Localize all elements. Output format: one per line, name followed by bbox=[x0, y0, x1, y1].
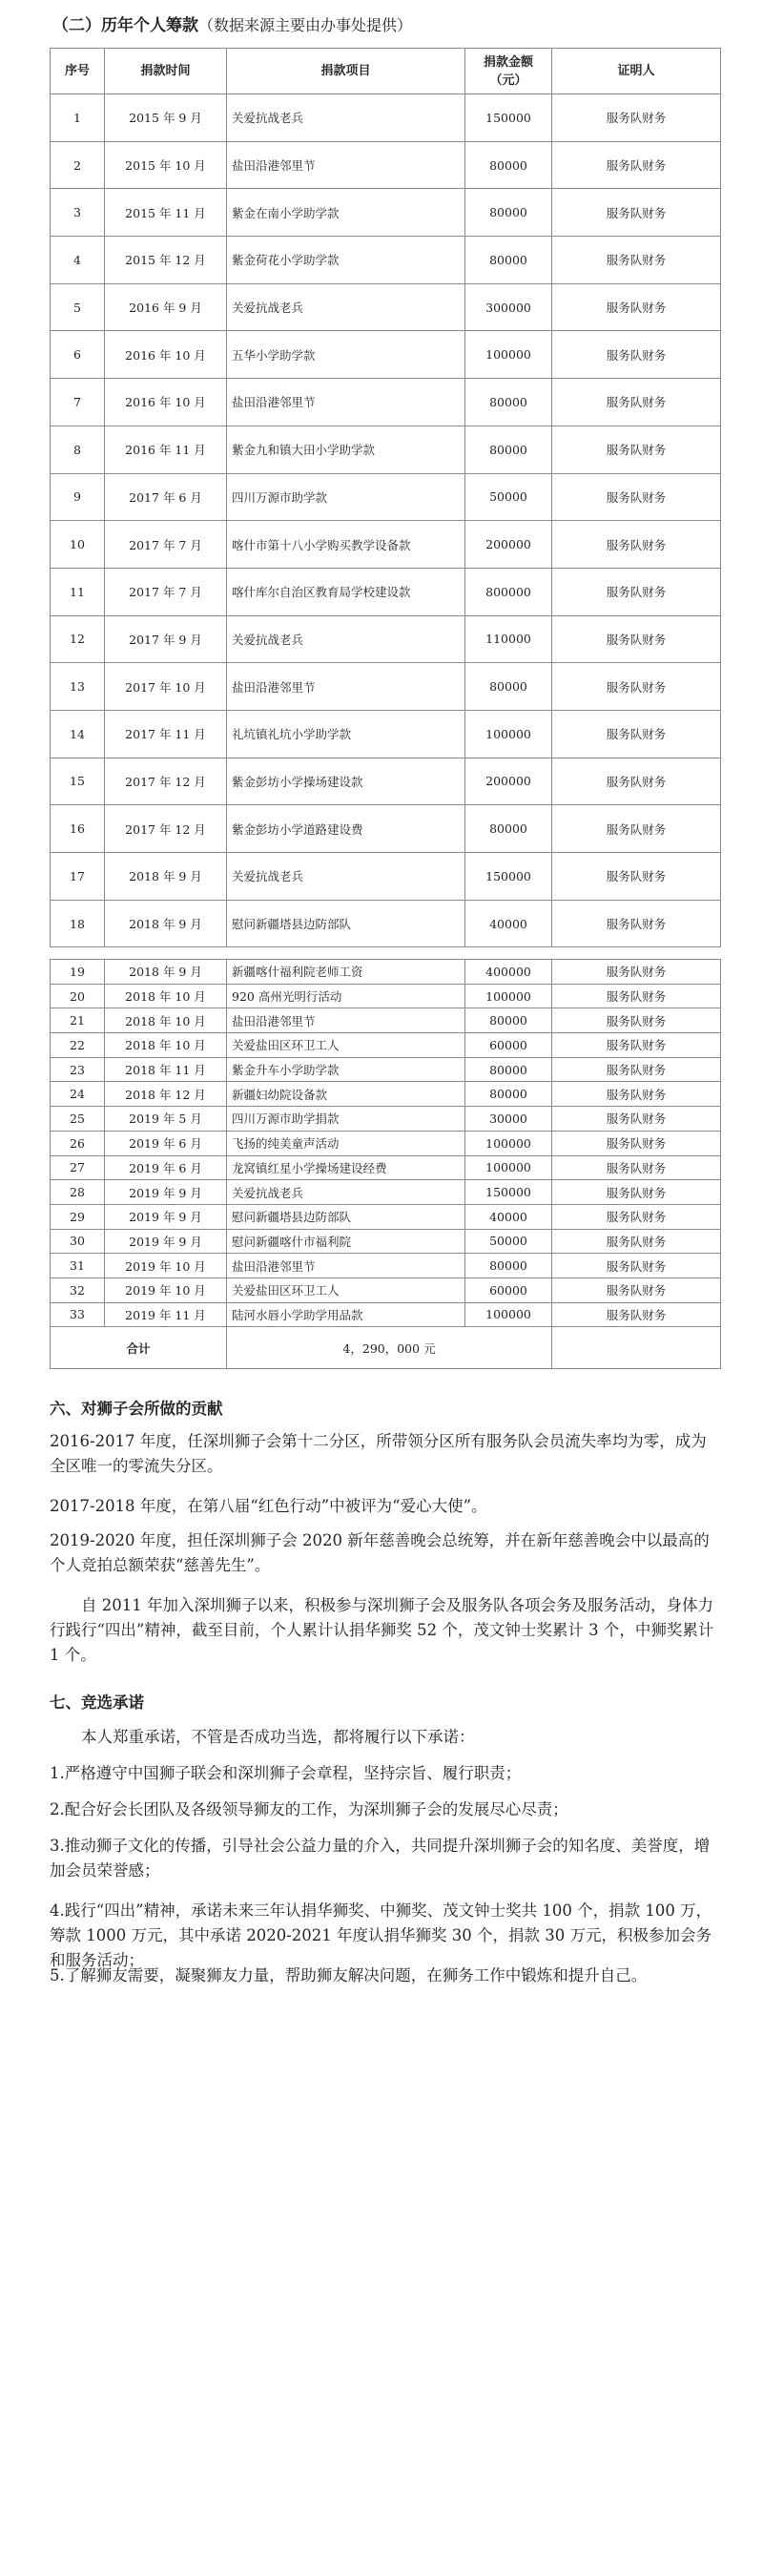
cell-amount: 200000 bbox=[465, 521, 552, 569]
table-row bbox=[51, 379, 721, 426]
pledge-item-2: 2.配合好会长团队及各级领导狮友的工作，为深圳狮子会的发展尽心尽责； bbox=[50, 1800, 568, 1818]
cell-time: 2018 年 10 月 bbox=[105, 1033, 227, 1058]
cell-witness: 服务队财务 bbox=[552, 853, 721, 901]
cell-no: 30 bbox=[51, 1229, 105, 1254]
cell-witness: 服务队财务 bbox=[552, 663, 721, 711]
cell-no: 2 bbox=[51, 141, 105, 189]
cell-witness: 服务队财务 bbox=[552, 1278, 721, 1302]
cell-project: 关爱抗战老兵 bbox=[227, 1180, 465, 1205]
table-row bbox=[51, 1204, 721, 1229]
cell-time: 2015 年 11 月 bbox=[105, 189, 227, 237]
table-row bbox=[51, 331, 721, 379]
cell-project: 慰问新疆塔县边防部队 bbox=[227, 1204, 465, 1229]
cell-no: 1 bbox=[51, 94, 105, 142]
cell-amount: 100000 bbox=[465, 710, 552, 758]
total-witness-cell bbox=[552, 1327, 721, 1369]
total-value: 4，290，000 元 bbox=[227, 1327, 552, 1369]
table-row bbox=[51, 189, 721, 237]
cell-witness: 服务队财务 bbox=[552, 189, 721, 237]
cell-amount: 150000 bbox=[465, 853, 552, 901]
cell-time: 2017 年 9 月 bbox=[105, 615, 227, 663]
cell-witness: 服务队财务 bbox=[552, 379, 721, 426]
table-row bbox=[51, 283, 721, 331]
header-amount-line1: 捐款金额 bbox=[483, 54, 533, 70]
cell-amount: 60000 bbox=[465, 1033, 552, 1058]
cell-witness: 服务队财务 bbox=[552, 568, 721, 615]
cell-project: 920 高州光明行活动 bbox=[227, 984, 465, 1008]
cell-time: 2015 年 10 月 bbox=[105, 141, 227, 189]
cell-witness: 服务队财务 bbox=[552, 1155, 721, 1180]
cell-amount: 80000 bbox=[465, 189, 552, 237]
cell-time: 2019 年 6 月 bbox=[105, 1155, 227, 1180]
cell-witness: 服务队财务 bbox=[552, 960, 721, 985]
cell-amount: 80000 bbox=[465, 379, 552, 426]
cell-amount: 80000 bbox=[465, 805, 552, 853]
cell-witness: 服务队财务 bbox=[552, 1033, 721, 1058]
cell-time: 2016 年 10 月 bbox=[105, 331, 227, 379]
table-row bbox=[51, 1180, 721, 1205]
cell-project: 飞扬的纯美童声活动 bbox=[227, 1131, 465, 1155]
cell-project: 紫金彭坊小学道路建设费 bbox=[227, 805, 465, 853]
table-row bbox=[51, 805, 721, 853]
contrib-paragraph-2: 2017-2018 年度，在第八届“红色行动”中被评为“爱心大使”。 bbox=[50, 1497, 487, 1515]
cell-no: 27 bbox=[51, 1155, 105, 1180]
cell-time: 2019 年 9 月 bbox=[105, 1229, 227, 1254]
cell-no: 25 bbox=[51, 1107, 105, 1132]
cell-project: 关爱抗战老兵 bbox=[227, 615, 465, 663]
table-row bbox=[51, 853, 721, 901]
table-row bbox=[51, 1107, 721, 1132]
cell-no: 28 bbox=[51, 1180, 105, 1205]
cell-amount: 150000 bbox=[465, 1180, 552, 1205]
cell-amount: 80000 bbox=[465, 663, 552, 711]
cell-time: 2016 年 11 月 bbox=[105, 426, 227, 473]
table-row bbox=[51, 1082, 721, 1107]
table-row bbox=[51, 1131, 721, 1155]
contrib-paragraph-1: 2016-2017 年度，任深圳狮子会第十二分区，所带领分区所有服务队会员流失率均为零，成为全区唯一的零流失分区。 bbox=[50, 1432, 707, 1475]
table-row bbox=[51, 900, 721, 947]
pledge-item-1: 1.严格遵守中国狮子联会和深圳狮子会章程，坚持宗旨、履行职责； bbox=[50, 1764, 522, 1782]
cell-time: 2017 年 12 月 bbox=[105, 805, 227, 853]
cell-witness: 服务队财务 bbox=[552, 1008, 721, 1033]
cell-project: 新疆妇幼院设备款 bbox=[227, 1082, 465, 1107]
cell-amount: 40000 bbox=[465, 900, 552, 947]
cell-amount: 100000 bbox=[465, 331, 552, 379]
header-witness: 证明人 bbox=[552, 49, 721, 94]
cell-witness: 服务队财务 bbox=[552, 473, 721, 521]
donation-table-part2 bbox=[50, 959, 721, 1369]
cell-project: 陆河水唇小学助学用品款 bbox=[227, 1302, 465, 1327]
cell-time: 2019 年 11 月 bbox=[105, 1302, 227, 1327]
cell-witness: 服务队财务 bbox=[552, 1082, 721, 1107]
table-row bbox=[51, 1033, 721, 1058]
cell-amount: 110000 bbox=[465, 615, 552, 663]
cell-witness: 服务队财务 bbox=[552, 141, 721, 189]
cell-time: 2019 年 9 月 bbox=[105, 1180, 227, 1205]
cell-time: 2017 年 6 月 bbox=[105, 473, 227, 521]
cell-no: 24 bbox=[51, 1082, 105, 1107]
table-row bbox=[51, 960, 721, 985]
cell-amount: 80000 bbox=[465, 141, 552, 189]
cell-time: 2015 年 12 月 bbox=[105, 237, 227, 284]
cell-no: 33 bbox=[51, 1302, 105, 1327]
cell-no: 8 bbox=[51, 426, 105, 473]
cell-no: 18 bbox=[51, 900, 105, 947]
cell-project: 关爱抗战老兵 bbox=[227, 94, 465, 142]
cell-no: 22 bbox=[51, 1033, 105, 1058]
table-row bbox=[51, 521, 721, 569]
total-row bbox=[51, 1327, 721, 1369]
pledge-item-3: 3.推动狮子文化的传播，引导社会公益力量的介入，共同提升深圳狮子会的知名度、美誉度，增加会员荣誉感； bbox=[50, 1837, 711, 1880]
section-note: （数据来源主要由办事处提供） bbox=[198, 16, 413, 34]
table-row bbox=[51, 984, 721, 1008]
cell-project: 四川万源市助学款 bbox=[227, 473, 465, 521]
cell-amount: 400000 bbox=[465, 960, 552, 985]
cell-amount: 200000 bbox=[465, 758, 552, 805]
cell-no: 31 bbox=[51, 1254, 105, 1278]
cell-witness: 服务队财务 bbox=[552, 1057, 721, 1082]
contrib-paragraph-4: 自 2011 年加入深圳狮子以来，积极参与深圳狮子会及服务队各项会务及服务活动，身体力行践行“四出”精神，截至目前，个人累计认捐华狮奖 52 个，茂文钟士奖累计 3 个，中狮奖累计 1 个。 bbox=[50, 1596, 714, 1664]
cell-amount: 80000 bbox=[465, 1254, 552, 1278]
table-row bbox=[51, 426, 721, 473]
cell-time: 2018 年 10 月 bbox=[105, 984, 227, 1008]
cell-time: 2017 年 11 月 bbox=[105, 710, 227, 758]
cell-amount: 50000 bbox=[465, 1229, 552, 1254]
cell-witness: 服务队财务 bbox=[552, 1107, 721, 1132]
cell-amount: 100000 bbox=[465, 1302, 552, 1327]
table-row bbox=[51, 568, 721, 615]
cell-time: 2017 年 7 月 bbox=[105, 568, 227, 615]
cell-amount: 80000 bbox=[465, 237, 552, 284]
cell-witness: 服务队财务 bbox=[552, 237, 721, 284]
cell-witness: 服务队财务 bbox=[552, 94, 721, 142]
total-label: 合计 bbox=[51, 1327, 227, 1369]
table-row bbox=[51, 1008, 721, 1033]
cell-no: 15 bbox=[51, 758, 105, 805]
cell-project: 关爱抗战老兵 bbox=[227, 283, 465, 331]
cell-time: 2019 年 10 月 bbox=[105, 1254, 227, 1278]
cell-no: 7 bbox=[51, 379, 105, 426]
cell-no: 9 bbox=[51, 473, 105, 521]
cell-no: 20 bbox=[51, 984, 105, 1008]
table-row bbox=[51, 237, 721, 284]
cell-witness: 服务队财务 bbox=[552, 805, 721, 853]
cell-no: 17 bbox=[51, 853, 105, 901]
cell-project: 礼坑镇礼坑小学助学款 bbox=[227, 710, 465, 758]
cell-project: 慰问新疆喀什市福利院 bbox=[227, 1229, 465, 1254]
cell-time: 2019 年 9 月 bbox=[105, 1204, 227, 1229]
cell-time: 2018 年 10 月 bbox=[105, 1008, 227, 1033]
cell-amount: 150000 bbox=[465, 94, 552, 142]
contrib-heading: 六、对狮子会所做的贡献 bbox=[50, 1400, 223, 1418]
header-amount-line2: （元） bbox=[489, 73, 527, 88]
pledge-heading: 七、竞选承诺 bbox=[50, 1693, 144, 1712]
cell-no: 19 bbox=[51, 960, 105, 985]
cell-project: 新疆喀什福利院老师工资 bbox=[227, 960, 465, 985]
cell-project: 龙窝镇红星小学操场建设经费 bbox=[227, 1155, 465, 1180]
cell-time: 2018 年 9 月 bbox=[105, 900, 227, 947]
contrib-paragraph-3: 2019-2020 年度，担任深圳狮子会 2020 新年慈善晚会总统筹，并在新年慈善晚会中以最高的个人竞拍总额荣获“慈善先生”。 bbox=[50, 1531, 710, 1574]
cell-witness: 服务队财务 bbox=[552, 900, 721, 947]
cell-project: 紫金在南小学助学款 bbox=[227, 189, 465, 237]
section-title bbox=[52, 11, 412, 35]
table-row bbox=[51, 1254, 721, 1278]
cell-no: 21 bbox=[51, 1008, 105, 1033]
cell-witness: 服务队财务 bbox=[552, 710, 721, 758]
cell-amount: 300000 bbox=[465, 283, 552, 331]
cell-time: 2018 年 12 月 bbox=[105, 1082, 227, 1107]
cell-witness: 服务队财务 bbox=[552, 1302, 721, 1327]
cell-project: 慰问新疆塔县边防部队 bbox=[227, 900, 465, 947]
header-project: 捐款项目 bbox=[227, 49, 465, 94]
table-row bbox=[51, 710, 721, 758]
cell-no: 26 bbox=[51, 1131, 105, 1155]
cell-amount: 80000 bbox=[465, 1082, 552, 1107]
cell-witness: 服务队财务 bbox=[552, 1204, 721, 1229]
cell-amount: 80000 bbox=[465, 426, 552, 473]
cell-no: 29 bbox=[51, 1204, 105, 1229]
donation-table-part1 bbox=[50, 48, 721, 947]
cell-project: 盐田沿港邻里节 bbox=[227, 1008, 465, 1033]
cell-no: 16 bbox=[51, 805, 105, 853]
cell-amount: 60000 bbox=[465, 1278, 552, 1302]
cell-time: 2018 年 9 月 bbox=[105, 960, 227, 985]
cell-project: 盐田沿港邻里节 bbox=[227, 141, 465, 189]
header-no: 序号 bbox=[51, 49, 105, 94]
cell-amount: 100000 bbox=[465, 1131, 552, 1155]
cell-project: 紫金彭坊小学操场建设款 bbox=[227, 758, 465, 805]
cell-witness: 服务队财务 bbox=[552, 521, 721, 569]
cell-witness: 服务队财务 bbox=[552, 426, 721, 473]
cell-no: 32 bbox=[51, 1278, 105, 1302]
cell-witness: 服务队财务 bbox=[552, 758, 721, 805]
table-row bbox=[51, 615, 721, 663]
cell-time: 2017 年 12 月 bbox=[105, 758, 227, 805]
cell-witness: 服务队财务 bbox=[552, 1254, 721, 1278]
cell-no: 3 bbox=[51, 189, 105, 237]
cell-no: 10 bbox=[51, 521, 105, 569]
header-time: 捐款时间 bbox=[105, 49, 227, 94]
cell-time: 2019 年 10 月 bbox=[105, 1278, 227, 1302]
cell-witness: 服务队财务 bbox=[552, 615, 721, 663]
cell-project: 紫金九和镇大田小学助学款 bbox=[227, 426, 465, 473]
cell-time: 2018 年 11 月 bbox=[105, 1057, 227, 1082]
cell-amount: 50000 bbox=[465, 473, 552, 521]
cell-project: 关爱盐田区环卫工人 bbox=[227, 1033, 465, 1058]
cell-witness: 服务队财务 bbox=[552, 1180, 721, 1205]
table-row bbox=[51, 473, 721, 521]
cell-time: 2018 年 9 月 bbox=[105, 853, 227, 901]
table-header-row bbox=[51, 49, 721, 94]
cell-witness: 服务队财务 bbox=[552, 1131, 721, 1155]
cell-witness: 服务队财务 bbox=[552, 984, 721, 1008]
cell-amount: 30000 bbox=[465, 1107, 552, 1132]
cell-no: 14 bbox=[51, 710, 105, 758]
cell-project: 盐田沿港邻里节 bbox=[227, 663, 465, 711]
cell-no: 13 bbox=[51, 663, 105, 711]
cell-time: 2016 年 9 月 bbox=[105, 283, 227, 331]
cell-time: 2019 年 6 月 bbox=[105, 1131, 227, 1155]
cell-no: 23 bbox=[51, 1057, 105, 1082]
cell-no: 11 bbox=[51, 568, 105, 615]
cell-no: 6 bbox=[51, 331, 105, 379]
cell-witness: 服务队财务 bbox=[552, 283, 721, 331]
cell-amount: 40000 bbox=[465, 1204, 552, 1229]
cell-witness: 服务队财务 bbox=[552, 1229, 721, 1254]
table-row bbox=[51, 94, 721, 142]
cell-time: 2019 年 5 月 bbox=[105, 1107, 227, 1132]
table-row bbox=[51, 1229, 721, 1254]
cell-project: 紫金荷花小学助学款 bbox=[227, 237, 465, 284]
cell-project: 五华小学助学款 bbox=[227, 331, 465, 379]
cell-time: 2017 年 10 月 bbox=[105, 663, 227, 711]
header-amount bbox=[465, 49, 552, 94]
cell-time: 2016 年 10 月 bbox=[105, 379, 227, 426]
cell-time: 2015 年 9 月 bbox=[105, 94, 227, 142]
table-row bbox=[51, 141, 721, 189]
cell-amount: 100000 bbox=[465, 1155, 552, 1180]
table-row bbox=[51, 1278, 721, 1302]
section-title-text: （二）历年个人筹款 bbox=[52, 16, 198, 35]
pledge-item-5: 5.了解狮友需要，凝聚狮友力量，帮助狮友解决问题，在狮务工作中锻炼和提升自己。 bbox=[50, 1966, 648, 1984]
cell-project: 喀什库尔自治区教育局学校建设款 bbox=[227, 568, 465, 615]
table-row bbox=[51, 1302, 721, 1327]
table-row bbox=[51, 663, 721, 711]
cell-no: 12 bbox=[51, 615, 105, 663]
pledge-item-4: 4.践行“四出”精神，承诺未来三年认捐华狮奖、中狮奖、茂文钟士奖共 100 个，捐款 100 万，筹款 1000 万元，其中承诺 2020-2021 年度认捐华狮奖 30 个，捐款 30 万元，积极参加会务和服务活动； bbox=[50, 1901, 712, 1969]
cell-amount: 100000 bbox=[465, 984, 552, 1008]
cell-project: 关爱抗战老兵 bbox=[227, 853, 465, 901]
cell-amount: 800000 bbox=[465, 568, 552, 615]
cell-amount: 80000 bbox=[465, 1008, 552, 1033]
pledge-intro: 本人郑重承诺，不管是否成功当选，都将履行以下承诺： bbox=[81, 1728, 475, 1746]
cell-project: 紫金升车小学助学款 bbox=[227, 1057, 465, 1082]
cell-project: 盐田沿港邻里节 bbox=[227, 379, 465, 426]
cell-project: 四川万源市助学捐款 bbox=[227, 1107, 465, 1132]
cell-project: 关爱盐田区环卫工人 bbox=[227, 1278, 465, 1302]
cell-project: 喀什市第十八小学购买教学设备款 bbox=[227, 521, 465, 569]
cell-witness: 服务队财务 bbox=[552, 331, 721, 379]
table-row bbox=[51, 1057, 721, 1082]
cell-no: 5 bbox=[51, 283, 105, 331]
cell-project: 盐田沿港邻里节 bbox=[227, 1254, 465, 1278]
cell-no: 4 bbox=[51, 237, 105, 284]
table-row bbox=[51, 758, 721, 805]
cell-amount: 80000 bbox=[465, 1057, 552, 1082]
cell-time: 2017 年 7 月 bbox=[105, 521, 227, 569]
table-row bbox=[51, 1155, 721, 1180]
